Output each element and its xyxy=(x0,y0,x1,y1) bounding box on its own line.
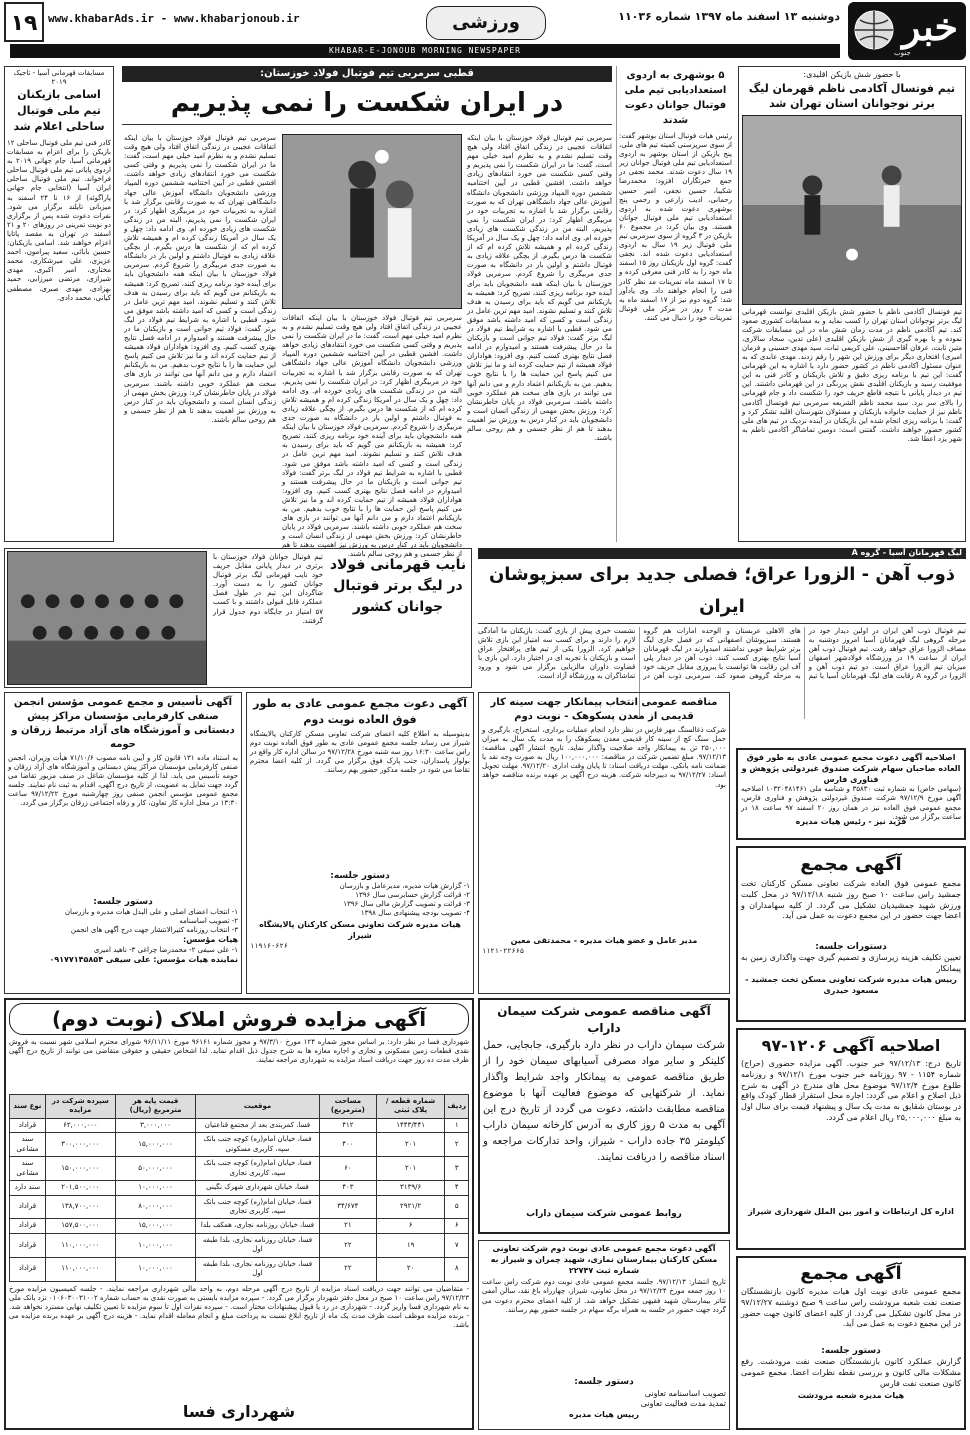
auction-cell: فسا، خیابان امام(ره) کوچه جنب بانک سپه، کاربری تجاری xyxy=(196,1195,320,1219)
auction-cell: ۵ xyxy=(445,1195,469,1219)
auction-th: شماره قطعه / پلاک ثبتی xyxy=(376,1095,445,1119)
auction-cell: فسا، خیابان روزنامه نجاری، همکف بلدا xyxy=(196,1219,320,1233)
ad-refinery-meeting xyxy=(246,692,474,994)
auction-cell: ۱۰,۰۰۰,۰۰۰ xyxy=(115,1257,195,1281)
ad-auction-title: آگهی مزایده فروش املاک (نوبت دوم) xyxy=(9,1003,469,1035)
ad-association-agenda-title: دستور جلسه: xyxy=(93,897,153,907)
logo-word: خبر xyxy=(902,4,958,49)
auction-cell: سند دارد xyxy=(10,1181,46,1195)
ad-correction-body: (سهامی خاص) به شماره ثبت ۳۵۸۳۰ و شناسه ملی ۱۰۳۲۰۴۸۱۴۶۱ اصلاحیه آگهی مورخ ۹۷/۱۲/۹ شرکت صندوق غیردولتی پژوهش و فناوری فارس، مجمع عمومی فوق العاده نیز در همان روز ۲۰ اسفند ۹۷ ساعت ۱۸ در ساعت برگزار می شود. xyxy=(741,785,962,821)
main-photo-art xyxy=(283,135,461,308)
ad-coop-agenda-0: تصویب اساسنامه تعاونی xyxy=(644,1388,726,1398)
main-title: در ایران شکست را نمی پذیریم xyxy=(122,82,612,125)
ad-meeting-agenda-title: دستورات جلسه: xyxy=(815,942,887,952)
ad-auction xyxy=(4,998,474,1430)
ad-association-agenda-1: ۲- تصویب اساسنامه xyxy=(179,917,238,926)
futsal-title: تیم فوتسال آکادمی ناظم قهرمان لیگ برتر نوجوانان استان تهران شد xyxy=(748,81,956,111)
ad-meeting-agenda-body: تعیین تکلیف هزینه زیرسازی و تصمیم گیری جهت واگذاری زمین به پیمانکار xyxy=(741,953,961,973)
ad-tender-sina-body: شرکت ذغالسنگ مهر فارس در نظر دارد انجام عملیات برداری، استخراج، بارگیری و حمل سنگ کچ از سینه کار قدیمی معدن پسکوهک را به مدت یک سال به میزان ۲۵۰,۰۰۰ تن به پیمانکار واجد صلاحیت واگذار نماید. تاریخ انتشار آگهی مناقصه: ۹۷/۱۲/۱۳. مبلغ تضمین شرکت در مناقصه: ۱۰۰,۰۰۰,۰۰۰ ریال به صورت وجه نقد یا ضمانت نامه بانکی. مهلت دریافت اسناد: تا پایان وقت اداری ۹۷/۱۲/۲۰. مهلت تحویل اسناد: ۹۷/۱۲/۲۷ به دبیرخانه شرکت. هزینه درج آگهی بر عهده برنده مناقصه خواهد بود. xyxy=(482,726,726,789)
ad-cement-body: شرکت سیمان داراب در نظر دارد بارگیری، جابجایی، حمل کلینکر و سایر مواد مصرفی آسیابهای سیمان خود را از طریق مناقصه عمومی به پیمانکار واجد شرایط واگذار نماید. از شرکتهایی که موضوع فعالیت آنها با موضوع مناقصه مطابقت داشته، دعوت می گردد از تاریخ درج این آگهی به مدت ۵ روز کاری به آدرس کارخانه سیمان داراب کیلومتر ۳۵ جاده داراب - شیراز، واحد تدارکات مراجعه و اسناد مناقصه را دریافت نمایند. xyxy=(483,1039,725,1163)
ad-association-sign: ۱- علی سیفی ۲- محمدرضا چراغی ۳- ناهید امیری xyxy=(93,946,238,955)
auction-cell: ۱۰,۰۰۰,۰۰۰ xyxy=(115,1233,195,1257)
auction-row xyxy=(10,1133,469,1157)
auction-cell: فسا، خیابان روزنامه نجاری، بلدا طبقه اول xyxy=(196,1257,320,1281)
globe-icon xyxy=(852,8,896,52)
ad-tender-sina-code: ۱۱۲۱-۲۲۶۶۵ xyxy=(482,946,525,955)
auction-th: ردیف xyxy=(445,1095,469,1119)
auction-cell: قراداد xyxy=(10,1257,46,1281)
auction-cell: ۳۰۰,۰۰۰,۰۰۰ xyxy=(45,1133,115,1157)
ad-association-phone: نماینده هیات مؤسس: علی سیفی ۰۹۱۷۷۱۴۵۸۵۴ xyxy=(49,955,238,965)
auction-row xyxy=(10,1181,469,1195)
ad-tender-sina xyxy=(478,692,730,994)
auction-cell: فسا، خیابان روزنامه نجاری، بلدا طبقه اول xyxy=(196,1233,320,1257)
ad-meeting-title: آگهی مجمع xyxy=(800,854,902,875)
ad-tender-sina-title: مناقصه عمومی انتخاب پیمانکار جهت سینه کار قدیمی از معدن پسکوهک - نوبت دوم xyxy=(490,697,718,722)
ad-cement-title: آگهی مناقصه عمومی شرکت سیمان داراب xyxy=(497,1004,711,1036)
auction-cell: ۶ xyxy=(445,1219,469,1233)
date-line: دوشنبه ۱۳ اسفند ماه ۱۳۹۷ شماره ۱۱۰۳۶ xyxy=(618,10,840,23)
auction-cell: ۲۲ xyxy=(319,1257,376,1281)
ad-coop-hospital xyxy=(478,1240,730,1430)
ad-tender-sina-sign: مدیر عامل و عضو هیات مدیره - محمدتقی معین xyxy=(510,936,698,945)
auction-cell: قراداد xyxy=(10,1118,46,1132)
auction-cell: ۱۰,۰۰۰,۰۰۰ xyxy=(115,1181,195,1195)
auction-cell: سند مشاعی xyxy=(10,1133,46,1157)
foolad-body: تیم فوتبال جوانان فولاد خوزستان با برتری در دیدار پایانی مقابل حریف خود نایب قهرمانی لیگ برتر فوتبال جوانان کشور را به دست آورد. شاگردان این تیم در طول فصل عملکرد قابل قبولی داشتند و با کسب ۵۷ امتیاز در جایگاه دوم جدول قرار گرفتند. xyxy=(213,553,323,625)
logo-small: جنوب xyxy=(894,48,911,57)
ad-meeting-sign: رییس هیات مدیره شرکت تعاونی مسکن تخت جمشید - مسعود حیدری xyxy=(745,974,957,995)
beach-kicker: مسابقات قهرمانی آسیا - تاجیک ۲۰۱۹ xyxy=(13,69,105,87)
auction-cell: ۶۰ xyxy=(319,1157,376,1181)
ad-correction2-body: تاریخ درج: ۹۷/۱۲/۱۳ خبر جنوب. آگهی مزایده حضوری (حراج) شماره ۱۱۵۴ - ۹۷ روزنامه خبر جنوب مورخ ۹۷/۱۲/۱ و روزنامه طلوع مورخ ۹۷/۱۲/۴ موضوع محل های مندرج در آگهی به شرح ذیل اصلاح و اعلام می گردد: اجاره محل استقرار قطار کودک واقع در بوستان شقایق به مدت یک سال و پیشنهاد قیمت برای سال اول به مبلغ ۲۵,۰۰۰,۰۰۰ ریال اعلام می گردد. xyxy=(741,1059,962,1122)
auction-cell: ۲۰۱ xyxy=(376,1133,445,1157)
foolad-team-photo xyxy=(7,551,207,685)
beach-title: اسامی بازیکنان تیم ملی فوتبال ساحلی اعلام شد xyxy=(13,88,105,134)
auction-th: قیمت پایه هر مترمربع (ریال) xyxy=(115,1095,195,1119)
beach-soccer-article xyxy=(4,66,114,542)
ad-coop-agenda-1: تمدید مدت فعالیت تعاونی xyxy=(640,1399,726,1409)
zob-body: تیم فوتبال ذوب آهن ایران در اولین دیدار خود در مرحله گروهی لیگ قهرمانان آسیا امروز دوشنبه به مصاف الزورا عراق خواهد رفت. تیم فوتبال ذوب آهن ایران از ساعت ۱۹ در ورزشگاه فولادشهر اصفهان میزبان تیم الزورا عراق است. دو تیم ذوب آهن و الزورا در گروه A رقابت های لیگ قهرمانان آسیا با تیم های الاهلی عربستان و الوحده امارات هم گروه هستند. سبزپوشان اصفهانی که در فصل جاری لیگ برتر شرایط خوبی نداشتند امیدوارند در لیگ قهرمانان آسیا نتایج بهتری کسب کنند. ذوب آهن در دیدار پلی آف این رقابت ها توانست با پیروزی مقابل حریف خود به مرحله گروهی صعود کند. سرمربی ذوب آهن در نشست خبری پیش از بازی گفت: بازیکنان ما آمادگی لازم را دارند و برای کسب سه امتیاز این بازی تلاش خواهیم کرد. الزورا یکی از تیم های پرافتخار عراق است و بازیکنان با تجربه ای در اختیار دارد. این بازی با قضاوت داوران مالزیایی برگزار می شود و ورود تماشاگران به ورزشگاه آزاد است. xyxy=(478,626,967,681)
ad-correction2 xyxy=(736,1028,966,1250)
auction-cell: ۷ xyxy=(445,1233,469,1257)
futsal-photo-art xyxy=(743,116,961,304)
ad-auction-notes: - متقاضیان می توانند جهت دریافت اسناد مزایده از تاریخ درج آگهی مرحله دوم، به واحد مالی شهرداری مراجعه نمایند. - جلسه کمیسیون مزایده مورخ ۹۷/۱۲/۲۳ راس ساعت ۱۰ صبح در محل دفتر شهردار برگزار می گردد. - سپرده مزایده بایستی به صورت نقدی به حساب شماره ۰۱۰۶۰۳۰۰۳۱۰۰۲ نزد بانک ملی به نام شهرداری فسا واریز گردد. - شهرداری در رد یا قبول پیشنهادات مختار است. - سپرده نفرات اول تا سوم مزایده تا تعیین تکلیف نهایی مسترد نخواهد شد. - برنده مزایده موظف است ظرف مدت یک ماه از تاریخ ابلاغ نسبت به پرداخت مبلغ و انجام معامله اقدام نماید. - هزینه درج آگهی بر عهده برنده مزایده می باشد. xyxy=(9,1284,469,1329)
ad-meeting xyxy=(736,846,966,1022)
auction-cell: ۸۰,۰۰۰,۰۰۰ xyxy=(115,1195,195,1219)
ad-association-founders: هیات مؤسس: xyxy=(183,935,238,945)
auction-cell: فسا، خیابان شهرداری شهرک نگینی xyxy=(196,1181,320,1195)
foolad-team-photo-art xyxy=(8,552,206,684)
auction-cell: ۴ xyxy=(445,1181,469,1195)
ad-association-agenda-0: ۱- انتخاب اعضای اصلی و علی البدل هیات مدیره و بازرسان xyxy=(64,908,238,917)
ad-meeting2-sign: هیات مدیره شعبه مرودشت xyxy=(797,1391,905,1401)
ad-correction2-sign: اداره کل ارتباطات و امور بین الملل شهرداری شیراز xyxy=(748,1207,954,1216)
auction-cell: ۳ xyxy=(445,1157,469,1181)
ad-auction-intro: شهرداری فسا در نظر دارد: بر اساس مجوز شماره ۱۲۴ مورخ ۹۷/۳/۱۰ و مجوز شماره ۹۶۱۶۱ مورخ ۹۶/۱۱/۱۱ شورای محترم اسلامی شهر نسبت به فروش نقدی قطعات زمین مسکونی و تجاری و اجاره مغازه ها به شرح جدول ذیل اقدام نماید. لذا اشخاص حقیقی و حقوقی متقاضی می توانند از تاریخ درج آگهی ظرف مدت ده روز جهت دریافت اسناد مزایده به شهرداری مراجعه نمایند. xyxy=(9,1038,470,1065)
auction-th: مساحت (مترمربع) xyxy=(319,1095,376,1119)
logo xyxy=(848,2,966,60)
ad-refinery-agenda-0: ۱- گزارش هیات مدیره، مدیرعامل و بازرسان xyxy=(339,882,470,891)
five-players-article xyxy=(616,66,734,542)
auction-cell: ۳۱۳۹/۶ xyxy=(376,1181,445,1195)
ad-refinery-agenda-2: ۳- قرائت و تصویب گزارش مالی سال ۱۳۹۶ xyxy=(343,900,470,909)
futsal-body: تیم فوتسال آکادمی ناظم با حضور شش بازیکن اقلیدی توانست قهرمانی لیگ برتر نوجوانان استان تهران را کسب نماید و به مسابقات کشوری صعود کند. تیم آکادمی ناظم در مدت زمان شش ماه در این مسابقات شرکت نموده و با بهره گیری از شش بازیکن اقلیدی (علی تدین، سجاد سالاری، متین ثابت، عرفان آقاحسینی، علی کریمی ثبات، سید مهدی حسینی و فرمان امیری) افتخاری دیگر برای ورزش این شهر را رقم زدند. مهدی عابدی که به عنوان مسئول آکادمی ناظم در کشور حضور دارد با اشاره به این قهرمانی گفت: این تیم با برنامه ریزی دقیق و تلاش بازیکنان و کادر فنی به این موفقیت رسید و بازیکنان اقلیدی نقش پررنگی در این قهرمانی داشتند. این تیم در دیدار پایانی با نتیجه قاطع حریف خود را شکست داد و جام قهرمانی را بالای سر برد. سید محمد ناظم الشریعه سرمربی تیم فوتسال آکادمی ناظم نیز از حمایت خانواده بازیکنان و مسئولان شهرستان اقلید تشکر کرد و گفت: با برنامه ریزی انجام شده این بازیکنان در آینده نزدیک در تیم های ملی کشور حضور خواهند داشت. گفتنی است: دومین تماشاگر آکادمی ناظم به شهر یزد اعطا شد. xyxy=(742,307,962,443)
auction-cell: سند مشاعی xyxy=(10,1157,46,1181)
section-title: ورزشی xyxy=(426,6,546,40)
auction-cell: ۱۵,۰۰۰,۰۰۰ xyxy=(115,1133,195,1157)
ad-refinery-body: بدینوسیله به اطلاع کلیه اعضای شرکت تعاونی مسکن کارکنان پالایشگاه شیراز می رساند جلسه مجمع عمومی عادی به طور فوق العاده نوبت دوم راس ساعت ۱۶:۳۰ روز سه شنبه مورخ ۹۷/۱۲/۲۸ در سالن اداره کار واقع در بولوار پاسداران، جنب پارک فوق برگزار می گردد. از کلیه اعضا محترم تقاضا می شود در جلسه مذکور حضور بهم رسانند. xyxy=(250,729,470,775)
auction-cell: ۲۰۱ xyxy=(376,1157,445,1181)
main-body-col3: سرمربی تیم فوتبال فولاد خوزستان با بیان اینکه اتفاقات عجیبی در زندگی اتفاق افتاد ولی هیچ وقت تسلیم نشدم و به نظرم امید خیلی مهم است، گفت: ما در ایران شکست را نمی پذیریم و وقتی کسی شکست می خورد انتقادهای زیادی خواهد داشت. افشین قطبی در آیین اختتامیه ششمین دوره المپیاد ورزشی دانشجویان دانشگاه آموزش عالی جهاد دانشگاهی تهران که به صورت رقابتی برگزار شد با اشاره به تجربیات خود در مربیگری اظهار کرد: در ایران شکست را نمی پذیریم، البته من در زندگی شکست های زیادی خورده ام. وی ادامه داد: چهل و یک سال در آمریکا زندگی کرده ام و همیشه تلاش کرده ام که از شکست ها درس بگیرم. از بچگی علاقه زیادی به فوتبال داشتم و اولین بار در دانشگاه به صورت جدی مربیگری را شروع کردم. سرمربی فولاد خوزستان با بیان اینکه همه دانشجویان باید برای آینده خود برنامه ریزی کنند، تصریح کرد: همیشه به بازیکنانم می گویم که باید برای رسیدن به هدف تلاش کنند و تسلیم نشوند. امید مهم ترین عامل در زندگی است و کسی که امید داشته باشد موفق می شود. قطبی با اشاره به شرایط تیم فولاد در لیگ برتر گفت: فولاد تیم جوانی است و بازیکنان ما در حال پیشرفت هستند و امیدوارم در ادامه فصل نتایج بهتری کسب کنیم. وی افزود: هواداران فولاد همیشه از تیم حمایت کرده اند و ما نیز تلاش می کنیم پاسخ این حمایت ها را با نتایج خوب بدهیم. من به بازیکنانم اعتماد دارم و می دانم آنها می توانند در بازی های سخت هم عملکرد خوبی داشته باشند. سرمربی فولاد در پایان خاطرنشان کرد: ورزش بخش مهمی از زندگی انسان است و دانشجویان باید در کنار درس به ورزش نیز اهمیت بدهند تا هم از نظر جسمی و هم روحی سالم باشند. xyxy=(124,134,276,424)
ad-correction2-title: اصلاحیه آگهی ۱۲۰۶-۹۷ xyxy=(761,1036,941,1055)
ad-meeting-body: مجمع عمومی فوق العاده شرکت تعاونی مسکن کارکنان تخت جمشید راس ساعت ۱۰ صبح روز شنبه ۹۷/۱۲/۱۸ در محل کلبت ورزش شهید جمشیدیان تشکیل می گردد. از کلیه سهامداران و اعضا جهت حضور در این مجمع دعوت به عمل می آید. xyxy=(741,879,961,921)
futsal-article xyxy=(738,66,966,542)
auction-table-body xyxy=(10,1118,469,1281)
auction-cell: ۲۱ xyxy=(319,1219,376,1233)
five-players-body: رئیس هیات فوتبال استان بوشهر گفت: از سوی سرپرستی کمیته تیم های ملی، پنج بازیکن از استان بوشهر به اردوی استعدادیابی تیم ملی فوتبال جوانان زیر ۱۹ سال دعوت شدند. محمد نجفی در جمع خبرنگاران افزود: محمدرضا شکیبا، حسین نجفی، امیر حسین رحمانی، ادیب زارعی و رحمی پنج بوشهری دعوت شده به اردوی استعدادیابی تیم ملی فوتبال جوانان هستند. وی بیان کرد: در مجموع ۶۰ بازیکن در ۳ گروه از سوی سرمربی تیم ملی فوتبال زیر ۱۹ سال به اردوی استعدادیابی دعوت شده اند. نجفی گفت: گروه اول بازیکنان روز ۱۵ اسفند ماه خود را به کادر فنی معرفی کرده و تا ۱۷ اسفند ماه تمرینات مد نظر کادر فنی را انجام خواهند داد. وی یادآور شد: گروه دوم نیز از ۱۷ اسفند ماه به مدت ۲ روز در مرکز ملی فوتبال تمرینات خود را دنبال می کنند. xyxy=(619,132,732,322)
auction-th: نوع سند xyxy=(10,1095,46,1119)
auction-cell: ۱۱۰,۰۰۰,۰۰۰ xyxy=(45,1233,115,1257)
page-number: ۱۹ xyxy=(4,2,44,42)
masthead xyxy=(4,2,966,62)
ad-meeting2-body: مجمع عمومی عادی نوبت اول هیات مدیره کانون بازنشستگان صنعت نفت شعبه مرودشت راس ساعت ۹ صبح دوشنبه ۹۷/۱۲/۲۷ در محل کانون تشکیل می گردد. از کلیه اعضای کانون جهت حضور در این مجمع دعوت به عمل می آید. xyxy=(741,1287,961,1329)
auction-cell: فسا، خیابان امام(ره) کوچه جنب بانک سپه، کاربری مسکونی xyxy=(196,1133,320,1157)
auction-cell: فسا، خیابان امام(ره) کوچه جنب بانک سپه، کاربری تجاری xyxy=(196,1157,320,1181)
morning-strip: KHABAR-E-JONOUB MORNING NEWSPAPER xyxy=(10,44,840,58)
ad-association xyxy=(4,692,242,994)
foolad-title: نایب قهرمانی فولاد در لیگ برتر فوتبال جوانان کشور xyxy=(329,557,467,615)
auction-cell: ۶۲,۰۰۰,۰۰۰ xyxy=(45,1118,115,1132)
main-body-col1: سرمربی تیم فوتبال فولاد خوزستان با بیان اینکه اتفاقات عجیبی در زندگی اتفاق افتاد ولی هیچ وقت تسلیم نشدم و به نظرم امید خیلی مهم است، گفت: ما در ایران شکست را نمی پذیریم و وقتی کسی شکست می خورد انتقادهای زیادی خواهد داشت. افشین قطبی در آیین اختتامیه ششمین دوره المپیاد ورزشی دانشجویان دانشگاه آموزش عالی جهاد دانشگاهی تهران که به صورت رقابتی برگزار شد با اشاره به تجربیات خود در مربیگری اظهار کرد: در ایران شکست را نمی پذیریم، البته من در زندگی شکست های زیادی خورده ام. وی ادامه داد: چهل و یک سال در آمریکا زندگی کرده ام و همیشه تلاش کرده ام که از شکست ها درس بگیرم. از بچگی علاقه زیادی به فوتبال داشتم و اولین بار در دانشگاه به صورت جدی مربیگری را شروع کردم. سرمربی فولاد خوزستان با بیان اینکه همه دانشجویان باید برای آینده خود برنامه ریزی کنند، تصریح کرد: همیشه به بازیکنانم می گویم که باید برای رسیدن به هدف تلاش کنند و تسلیم نشوند. امید مهم ترین عامل در زندگی است و کسی که امید داشته باشد موفق می شود. قطبی با اشاره به شرایط تیم فولاد در لیگ برتر گفت: فولاد تیم جوانی است و بازیکنان ما در حال پیشرفت هستند و امیدوارم در ادامه فصل نتایج بهتری کسب کنیم. وی افزود: هواداران فولاد همیشه از تیم حمایت کرده اند و ما نیز تلاش می کنیم پاسخ این حمایت ها را با نتایج خوب بدهیم. من به بازیکنانم اعتماد دارم و می دانم آنها می توانند در بازی های سخت هم عملکرد خوبی داشته باشند. سرمربی فولاد در پایان خاطرنشان کرد: ورزش بخش مهمی از زندگی انسان است و دانشجویان باید در کنار درس به ورزش نیز اهمیت بدهند تا هم از نظر جسمی و هم روحی سالم باشند. xyxy=(467,134,612,443)
ad-cement-sign: روابط عمومی شرکت سیمان داراب xyxy=(526,1208,682,1219)
main-body-col2: سرمربی تیم فوتبال فولاد خوزستان با بیان اینکه اتفاقات عجیبی در زندگی اتفاق افتاد ولی هیچ وقت تسلیم نشدم و به نظرم امید خیلی مهم است، گفت: ما در ایران شکست را نمی پذیریم و وقتی کسی شکست می خورد انتقادهای زیادی خواهد داشت. افشین قطبی در آیین اختتامیه ششمین دوره المپیاد ورزشی دانشجویان دانشگاه آموزش عالی جهاد دانشگاهی تهران که به صورت رقابتی برگزار شد با اشاره به تجربیات خود در مربیگری اظهار کرد: در ایران شکست را نمی پذیریم، البته من در زندگی شکست های زیادی خورده ام. وی ادامه داد: چهل و یک سال در آمریکا زندگی کرده ام و همیشه تلاش کرده ام که از شکست ها درس بگیرم. از بچگی علاقه زیادی به فوتبال داشتم و اولین بار در دانشگاه به صورت جدی مربیگری را شروع کردم. سرمربی فولاد خوزستان با بیان اینکه همه دانشجویان باید برای آینده خود برنامه ریزی کنند، تصریح کرد: همیشه به بازیکنانم می گویم که باید برای رسیدن به هدف تلاش کنند و تسلیم نشوند. امید مهم ترین عامل در زندگی است و کسی که امید داشته باشد موفق می شود. قطبی با اشاره به شرایط تیم فولاد در لیگ برتر گفت: فولاد تیم جوانی است و بازیکنان ما در حال پیشرفت هستند و امیدوارم در ادامه فصل نتایج بهتری کسب کنیم. وی افزود: هواداران فولاد همیشه از تیم حمایت کرده اند و ما نیز تلاش می کنیم پاسخ این حمایت ها را با نتایج خوب بدهیم. من به بازیکنانم اعتماد دارم و می دانم آنها می توانند در بازی های سخت هم عملکرد خوبی داشته باشند. سرمربی فولاد در پایان خاطرنشان کرد: ورزش بخش مهمی از زندگی انسان است و دانشجویان باید در کنار درس به ورزش نیز اهمیت بدهند تا هم از نظر جسمی و هم روحی سالم باشند. xyxy=(282,314,462,559)
main-kicker: قطبی سرمربی تیم فوتبال فولاد خوزستان: xyxy=(122,66,612,82)
ad-refinery-agenda-1: ۲- قرائت گزارش حسابرسی سال ۱۳۹۶ xyxy=(355,891,470,900)
ad-association-agenda-2: ۳- انتخاب روزنامه کثیرالانتشار جهت درج آگهی های انجمن xyxy=(70,926,238,935)
ad-refinery-agenda-3: ۴- تصویب بودجه پیشنهادی سال ۱۳۹۸ xyxy=(360,909,470,918)
auction-cell: ۱۵۷,۵۰۰,۰۰۰ xyxy=(45,1219,115,1233)
auction-cell: ۱ xyxy=(445,1118,469,1132)
auction-cell: ۱۵۰,۰۰۰,۰۰۰ xyxy=(45,1157,115,1181)
auction-cell: فسا، کمربندی بعد از مجتمع قناعتیان xyxy=(196,1118,320,1132)
auction-cell: ۱۵,۰۰۰,۰۰۰ xyxy=(115,1219,195,1233)
ad-cement-tender xyxy=(478,998,730,1234)
ad-refinery-title: آگهی دعوت مجمع عمومی عادی به طور فوق العاده نوبت دوم xyxy=(253,697,467,726)
auction-cell: ۲۹۲۱/۲ xyxy=(376,1195,445,1219)
auction-row xyxy=(10,1118,469,1132)
auction-row xyxy=(10,1157,469,1181)
auction-th: موقعیت xyxy=(196,1095,320,1119)
auction-row xyxy=(10,1257,469,1281)
zob-kicker: لیگ قهرمانان آسیا - گروه A xyxy=(478,548,966,559)
ad-correction xyxy=(736,748,966,840)
auction-cell: ۴۰۰ xyxy=(319,1133,376,1157)
ad-correction-sign: فرید نیز - رئیس هیات مدیره xyxy=(795,817,907,827)
auction-cell: ۲۲ xyxy=(319,1233,376,1257)
auction-cell: ۳,۰۰۰,۰۰۰ xyxy=(115,1118,195,1132)
ad-auction-sign: شهرداری فسا xyxy=(182,1401,296,1421)
auction-cell: ۴۱۲ xyxy=(319,1118,376,1132)
ad-coop-title: آگهی دعوت مجمع عمومی عادی نوبت دوم شرکت تعاونی مسکن کارکنان بیمارستان نمازی، شهید چمران و شیراز به شماره ثبت ۲۲۷۴۷ xyxy=(490,1244,718,1275)
auction-cell: ۲۰۱,۵۰۰,۰۰۰ xyxy=(45,1181,115,1195)
ad-association-body: به استناد ماده ۱۳۱ قانون کار و آیین نامه مصوب ۷۱/۱۰/۶ هیأت وزیران، انجمن صنفی کارفرمایی مؤسسان مراکز پیش دبستانی و آموزشگاه های آزاد زرقان و حومه تأسیس می یابد. لذا از کلیه مؤسسان شاغل در صنف مزبور تقاضا می گردد جهت تمایل به عضویت، از تاریخ درج آگهی، اقدام به ثبت نام نمایند. جلسه مجمع عمومی مؤسس انجمن صنفی روز چهارشنبه مورخ ۹۷/۱۲/۲۲ ساعت ۱۳:۳۰ در محل اداره کار تعاون، کار و رفاه اجتماعی زرقان برگزار می گردد. xyxy=(8,754,239,808)
auction-cell: ۱۹ xyxy=(376,1233,445,1257)
ad-refinery-sign: هیات مدیره شرکت تعاونی مسکن کارکنان پالایشگاه شیراز xyxy=(259,920,461,941)
ad-meeting2-title: آگهی مجمع xyxy=(800,1263,902,1284)
ad-coop-body: تاریخ انتشار: ۹۷/۱۲/۱۳. جلسه مجمع عمومی عادی نوبت دوم شرکت راس ساعت ۱۰ روز جمعه مورخ ۹۷/۱۲/۲۴ در محل تعاونی، شیراز، چهارراه باغ نقد، سالن آمفی تئاتر بیمارستان شهید فقیهی تشکیل خواهد شد. از کلیه اعضای محترم دعوت می گردد جهت حضور در جلسه به همراه برگه سهام در جلسه حضور بهم رسانند. xyxy=(482,1278,727,1314)
auction-row xyxy=(10,1195,469,1219)
five-players-title: ۵ بوشهری به اردوی استعدادیابی تیم ملی فوتبال جوانان دعوت شدند xyxy=(624,70,727,126)
auction-cell: ۳۴/۶۷۴ xyxy=(319,1195,376,1219)
main-photo xyxy=(282,134,462,309)
ad-coop-sign: رییس هیات مدیره xyxy=(569,1410,639,1420)
ad-meeting2-agenda-body: گزارش عملکرد کانون بازنشستگان صنعت نفت مرودشت. رفع مشکلات مالی کانون و بررسی نقطه نظرات اعضا. مجمع عمومی کانون صنعت نفت فارس xyxy=(741,1357,961,1388)
auction-cell: قراداد xyxy=(10,1219,46,1233)
website[interactable]: www.khabarAds.ir - www.khabarjonoub.ir xyxy=(48,12,300,25)
auction-cell: ۱۱۰,۰۰۰,۰۰۰ xyxy=(45,1257,115,1281)
auction-cell: ۲۰ xyxy=(376,1257,445,1281)
futsal-photo xyxy=(742,115,962,305)
auction-table-header xyxy=(10,1095,469,1119)
auction-cell: ۲ xyxy=(445,1133,469,1157)
auction-cell: قراداد xyxy=(10,1195,46,1219)
ad-correction-title: اصلاحیه آگهی دعوت مجمع عمومی عادی به طور فوق العاده صاحبان سهام شرکت صندوق غیردولتی پژوهش و فناوری فارس xyxy=(741,753,961,784)
auction-th: سپرده شرکت در مزایده xyxy=(45,1095,115,1119)
auction-cell: ۸ xyxy=(445,1257,469,1281)
ad-refinery-code: ۱۱۹۱۶-۶۲۶ xyxy=(250,941,288,950)
beach-body: کادر فنی تیم ملی فوتبال ساحلی ۱۲ بازیکن را برای اعزام به مسابقات قهرمانی آسیا، جام جهانی ۲۰۱۹ به اردوی پایانی تیم ملی فوتبال ساحلی فراخواند. تیم ملی فوتبال ساحلی ایران آسیا (انتخابی جام جهانی پاراگوئه) از ۱۶ تا ۲۴ اسفند به میزبانی تایلند برگزار می شود. نفرات دعوت شده پس از برگزاری دو نوبت تمرینی در روزهای ۲۰ و ۲۱ اسفند در تهران به مقصد پاتایا اعزام خواهند شد. اسامی بازیکنان: حسین بابائی، سعید پیرامون، احمد عزیزی، علی میرشکاری، محمد مختاری، امیر اکبری، مهدی شیرازی، مرتضی میرزایی، حمید بهزادی، مهدی صبری، مصطفی کیانی، محمد دادی. xyxy=(7,139,112,302)
ad-meeting2-agenda-title: دستور جلسه: xyxy=(821,1346,881,1356)
zob-title: ذوب آهن - الزورا عراق؛ فصلی جدید برای سبزپوشان ایران xyxy=(478,559,966,624)
auction-cell: ۵۰,۰۰۰,۰۰۰ xyxy=(115,1157,195,1181)
auction-cell: ۱۴۴۳/۴۴۱ xyxy=(376,1118,445,1132)
auction-cell: ۴۰۳ xyxy=(319,1181,376,1195)
ad-meeting2 xyxy=(736,1256,966,1430)
auction-cell: قراداد xyxy=(10,1233,46,1257)
auction-cell: ۶ xyxy=(376,1219,445,1233)
auction-row xyxy=(10,1219,469,1233)
auction-cell: ۱۳۸,۷۰۰,۰۰۰ xyxy=(45,1195,115,1219)
foolad-story xyxy=(4,548,472,688)
futsal-kicker: با حضور شش بازیکن اقلیدی: xyxy=(803,70,901,79)
ad-coop-agenda-title: دستور جلسه: xyxy=(574,1377,634,1388)
main-story xyxy=(122,66,612,559)
auction-row xyxy=(10,1233,469,1257)
ad-association-title: آگهی تأسیس و مجمع عمومی مؤسس انجمن صنفی کارفرمایی مؤسسان مراکز پیش دبستانی و آموزشگاه های آزاد مرتبط زرقان و حومه xyxy=(11,697,235,750)
ad-refinery-agenda-title: دستور جلسه: xyxy=(330,870,390,881)
auction-table xyxy=(9,1094,469,1282)
zob-ahan-article xyxy=(478,548,966,688)
